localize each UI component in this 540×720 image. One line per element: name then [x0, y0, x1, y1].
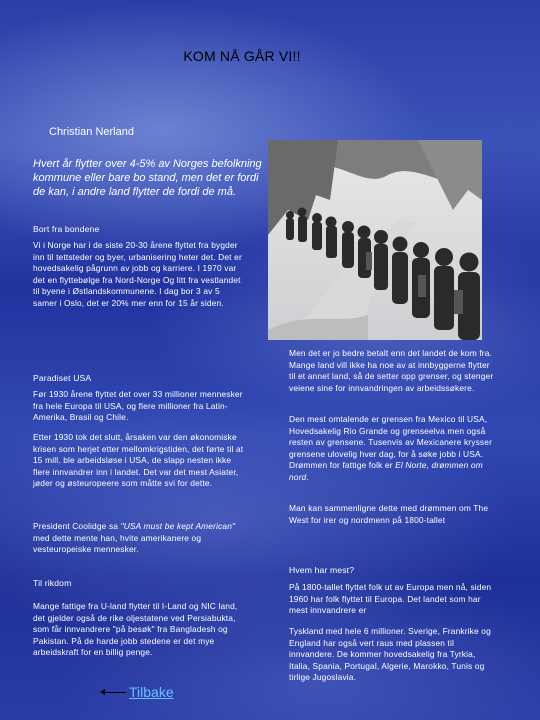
usa-p3-quote: "USA must be kept American" — [120, 521, 236, 531]
back-link-label[interactable]: Tilbake — [129, 684, 174, 700]
usa-p3-post: med dette mente han, hvite amerikanere og vesteuropeiske mennesker. — [33, 532, 202, 555]
right-p3: Man kan sammenligne dette med drømmen om The West for irer og nordmenn på 1800-tallet — [289, 503, 489, 525]
back-arrow-icon — [102, 692, 126, 693]
right-p2-italic: El Norte, drømmen om nord — [289, 460, 483, 482]
hvem-p1: På 1800-tallet flyttet folk ut av Europa men nå, siden 1960 har folk flyttet til Europa. Det landet som har mest innvandrere er — [289, 582, 492, 616]
right-p1: Men det er jo bedre betalt enn det landet de kom fra. Mange land vill ikke ha noe av at innbyggerne flytter til et annet land, så de setter opp grenser, og stenger veiene sine for innvandringen av arbeidssøkere. — [289, 348, 494, 393]
section-heading-hvem: Hvem har mest? — [289, 565, 355, 575]
section-usa-p3 — [33, 521, 245, 556]
hvem-p2: Tyskland med hele 6 millioner. Sverige, Frankrike og England har også vert raus med plassen til innvandere. De kommer hovedsakelig fra Tyrkia, Italia, Spania, Portugal, Algerie, Marokko, Tunis og tirlige Jugoslavia. — [289, 626, 491, 683]
right-p2 — [289, 414, 495, 484]
back-link[interactable] — [102, 684, 174, 700]
section-heading-bort: Bort fra bondene — [33, 224, 100, 234]
usa-p3-pre: President Coolidge sa — [33, 521, 121, 531]
section-usa-p1: Før 1930 årene flyttet det over 33 millioner mennesker fra hele Europa til USA, og flere millioner fra Latin-Amerika, Brasil og Chile. — [33, 389, 243, 423]
right-p2-pre: Den mest omtalende er grensen fra Mexico til USA, Hovedsakelig Rio Grande og grenseelva men også resten av grensene. Tusenvis av Mexicanere krysser grensene ulovelig hver dag, for å søke jobb i USA. Drømmen for fattige folk er — [289, 414, 493, 471]
refugees-photo — [268, 140, 482, 340]
ingress-text: Hvert år flytter over 4-5% av Norges befolkning kommune eller bare bo stand, men det er fordi de kan, i andre land flytter de fordi de må. — [33, 158, 262, 198]
right-p2-post: . — [306, 471, 309, 482]
page-title: KOM NÅ GÅR VI!! — [183, 48, 301, 64]
section-heading-usa: Paradiset USA — [33, 373, 92, 383]
section-body-rikdom: Mange fattige fra U-land flytter til I-Land og NIC land, det gjelder også de rike oljestatene ved Persiabukta, som får innvandrere "på besøk" fra Bangladesh og Pakistan. På de harde jobb stedene er det mye arbeidskraft for en billig penge. — [33, 601, 238, 658]
section-usa-p2: Etter 1930 tok det slutt, årsaken var den økonomiske krisen som herjet etter mellomkrigstiden, det førte til at 15 mill. ble arbeidsløse i USA, de slapp nesten ikke flere innvandrer inn i landet. Det var det mest Asiater, jøder og østeuropeere som måtte svi for dette. — [33, 432, 244, 489]
author-name: Christian Nerland — [49, 126, 134, 138]
section-body-bort: Vi i Norge har i de siste 20-30 årene flyttet fra bygder inn til tettsteder og byer, urbanisering heter det. Det er hovedsakelig pågrunn av jobb og karriere. I 1970 var det en flyttebølge fra Nord-Norge Og litt fra vestlandet til byene i Østlandskommunene. I dag bor 3 av 5 samer i Oslo, det er 20% mer enn for 15 år siden. — [33, 240, 242, 308]
section-heading-rikdom: Til rikdom — [33, 578, 72, 588]
